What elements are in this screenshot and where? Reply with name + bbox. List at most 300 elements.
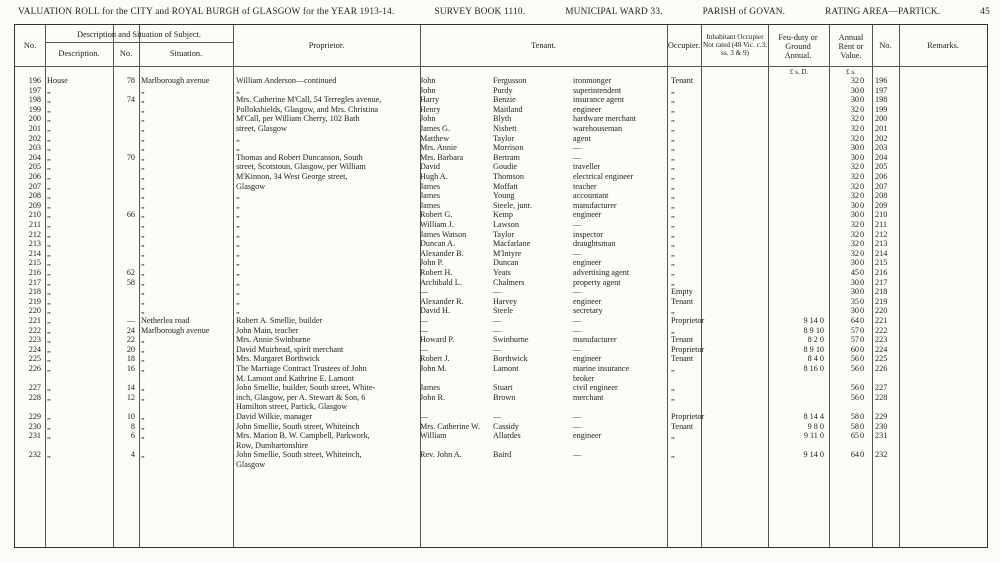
rating-area: RATING AREA—PARTICK. (825, 7, 941, 17)
cell-feu: 9 14 0 (803, 450, 824, 460)
cell-no: 197 (28, 85, 41, 95)
cell-occ: hardware merchant (573, 114, 636, 124)
cell-prop: Hamilton street, Partick, Glasgow (236, 402, 348, 412)
cell-prop: David Wilkie, manager (236, 412, 313, 421)
col-desc-group: Description and Situation of Subject. (77, 30, 201, 39)
cell-sit: „ (141, 383, 145, 393)
cell-ts: M'Intyre (493, 248, 522, 258)
cell-prop: David Muirhead, spirit merchant (236, 344, 344, 354)
cell-tf: John (420, 85, 436, 95)
cell-ts: — (493, 325, 502, 335)
cell-num: 10 (126, 412, 135, 421)
cell-rs: 0 (860, 114, 865, 124)
cell-tf: John (420, 76, 436, 85)
cell-rs: 0 (860, 287, 865, 297)
table-row (15, 173, 987, 181)
cell-prop: John Smellie, South street, Whiteinch, (236, 450, 362, 460)
table-row (15, 317, 987, 325)
cell-ts: — (493, 344, 502, 354)
cell-desc: „ (47, 248, 51, 258)
cell-rs: 0 (860, 143, 865, 153)
cell-tf: Rev. John A. (420, 450, 462, 460)
cell-prop: The Marriage Contract Trustees of John (236, 364, 367, 373)
cell-rl: 58 (850, 412, 859, 421)
cell-no3: 219 (875, 296, 888, 306)
cell-ts: Moffatt (493, 181, 518, 191)
cell-prop: M'Call, per William Cherry, 102 Bath (236, 114, 360, 124)
cell-sit: Netherlea road (141, 316, 190, 325)
cell-ts: — (493, 287, 502, 297)
cell-occ: inspector (573, 229, 604, 239)
cell-prop: Mrs. Marion B. W. Campbell, Parkwork, (236, 431, 370, 441)
cell-no3: 206 (875, 172, 888, 181)
cell-tf: John P. (420, 258, 444, 268)
cell-tf: — (420, 325, 429, 335)
cell-occ: manufacturer (573, 335, 617, 345)
cell-occ2: Empty (671, 287, 693, 297)
cell-no3: 220 (875, 306, 888, 316)
table-row (15, 125, 987, 133)
cell-occ2: Tenant (671, 76, 694, 85)
cell-num: 66 (126, 210, 135, 220)
col-occupier: Occupier. (667, 41, 701, 50)
col-situation: Situation. (169, 49, 203, 58)
cell-tf: Robert G. (420, 210, 453, 220)
cell-prop: Row, Dumbartonshire (236, 440, 309, 450)
cell-rl: 56 (850, 383, 859, 393)
cell-ts: — (493, 316, 502, 325)
cell-sit: „ (141, 412, 145, 421)
cell-rs: 0 (860, 325, 865, 335)
cell-occ2: „ (671, 277, 675, 287)
cell-ts: Bertram (493, 152, 520, 162)
table-row (15, 135, 987, 143)
cell-sit: „ (141, 296, 145, 306)
cell-rl: 56 (850, 364, 859, 373)
cell-desc: „ (47, 162, 51, 172)
cell-occ2: „ (671, 124, 675, 133)
cell-sit: „ (141, 104, 145, 114)
cell-rs: 0 (860, 412, 865, 421)
cell-no: 229 (28, 412, 41, 421)
cell-occ2: „ (671, 133, 675, 143)
cell-ts: Allardes (493, 431, 521, 441)
cell-tf: Robert J. (420, 354, 450, 364)
cell-occ: engineer (573, 431, 602, 441)
col-proprietor: Proprietor. (308, 41, 345, 50)
cell-desc: „ (47, 104, 51, 114)
cell-no: 220 (28, 306, 41, 316)
table-row (15, 442, 987, 450)
cell-desc: „ (47, 133, 51, 143)
cell-rl: 56 (850, 354, 859, 364)
cell-rl: 30 (850, 200, 859, 210)
cell-no: 201 (28, 124, 41, 133)
cell-rl: 56 (850, 392, 859, 402)
cell-tf: — (420, 344, 429, 354)
cell-no: 228 (28, 392, 41, 402)
cell-rs: 0 (860, 306, 865, 316)
cell-prop: inch, Glasgow, per A. Stewart & Son, 6 (236, 392, 366, 402)
cell-num: 22 (126, 335, 135, 345)
cell-rl: 30 (850, 306, 859, 316)
cell-prop: Robert A. Smellie, builder (236, 316, 323, 325)
table-row (15, 192, 987, 200)
cell-rs: 0 (860, 421, 865, 431)
table-row (15, 403, 987, 411)
cell-occ: property agent (573, 277, 621, 287)
cell-tf: Robert H. (420, 268, 453, 277)
cell-desc: „ (47, 124, 51, 133)
cell-feu: 8 4 0 (807, 354, 824, 364)
cell-tf: David H. (420, 306, 451, 316)
cell-no3: 212 (875, 229, 888, 239)
cell-no: 203 (28, 143, 41, 153)
cell-rs: 0 (860, 95, 865, 105)
col-description: Description. (58, 49, 100, 58)
cell-tf: Archibald L. (420, 277, 462, 287)
cell-occ: advertising agent (573, 268, 630, 277)
cell-sit: „ (141, 306, 145, 316)
col-tenant: Tenant. (531, 41, 556, 50)
cell-occ2: „ (671, 239, 675, 249)
cell-occ2: „ (671, 172, 675, 181)
cell-prop: „ (236, 306, 240, 316)
cell-occ2: „ (671, 114, 675, 124)
cell-occ2: „ (671, 229, 675, 239)
cell-tf: John M. (420, 364, 447, 373)
cell-prop: Mrs. Catherine M'Call, 54 Terregles avenue, (236, 95, 382, 105)
cell-tf: James Watson (420, 229, 467, 239)
cell-rs: 0 (860, 239, 865, 249)
cell-occ: engineer (573, 104, 602, 114)
cell-no3: 216 (875, 268, 888, 277)
cell-desc: „ (47, 354, 51, 364)
table-row (15, 269, 987, 277)
cell-no3: 218 (875, 287, 888, 297)
cell-tf: James (420, 200, 441, 210)
cell-no: 231 (28, 431, 41, 441)
cell-prop: „ (236, 248, 240, 258)
cell-occ: secretary (573, 306, 603, 316)
cell-sit: Marlborough avenue (141, 76, 210, 85)
cell-desc: House (47, 76, 68, 85)
cell-desc: „ (47, 316, 51, 325)
cell-no3: 204 (875, 152, 888, 162)
page-number: 45 (980, 7, 990, 17)
cell-tf: John (420, 114, 436, 124)
cell-no: 230 (28, 421, 41, 431)
cell-sit: „ (141, 210, 145, 220)
cell-tf: Harry (420, 95, 440, 105)
cell-no: 208 (28, 191, 41, 201)
cell-occ: civil engineer (573, 383, 618, 393)
cell-sit: „ (141, 335, 145, 345)
cell-ts: Lamont (493, 364, 519, 373)
cell-no3: 201 (875, 124, 888, 133)
cell-tf: Alexander B. (420, 248, 464, 258)
cell-num: 12 (126, 392, 135, 402)
cell-ts: Duncan (493, 258, 519, 268)
cell-no: 218 (28, 287, 41, 297)
cell-occ: — (573, 220, 582, 229)
cell-sit: „ (141, 450, 145, 460)
cell-ts: — (493, 412, 502, 421)
table-row (15, 336, 987, 344)
cell-rs: 0 (860, 316, 865, 325)
cell-num: 58 (126, 277, 135, 287)
cell-rl: 32 (850, 124, 859, 133)
cell-no3: 221 (875, 316, 888, 325)
cell-rs: 0 (860, 133, 865, 143)
cell-occ: teacher (573, 181, 597, 191)
cell-occ: agent (573, 133, 591, 143)
cell-occ: superintendent (573, 85, 622, 95)
cell-desc: „ (47, 210, 51, 220)
col-feu-units: £ s. D. (789, 68, 809, 76)
cell-sit: „ (141, 95, 145, 105)
cell-desc: „ (47, 431, 51, 441)
cell-no: 216 (28, 268, 41, 277)
cell-occ: insurance agent (573, 95, 625, 105)
parish: PARISH of GOVAN. (702, 7, 786, 17)
cell-tf: James G. (420, 124, 451, 133)
cell-no: 200 (28, 114, 41, 124)
cell-no3: 214 (875, 248, 888, 258)
cell-rl: 30 (850, 277, 859, 287)
cell-occ2: „ (671, 200, 675, 210)
cell-prop: John Smellie, builder, South street, White- (236, 383, 376, 393)
cell-sit: „ (141, 248, 145, 258)
cell-no3: 232 (875, 450, 888, 460)
cell-ts: Morrison (493, 143, 524, 153)
cell-no3: 205 (875, 162, 888, 172)
cell-occ: engineer (573, 210, 602, 220)
cell-occ: — (573, 287, 582, 297)
cell-rl: 30 (850, 210, 859, 220)
table-row (15, 115, 987, 123)
cell-num: 62 (126, 268, 135, 277)
cell-occ: — (573, 143, 582, 153)
cell-prop: M. Lamont and Kathrine E. Lamont (236, 373, 355, 383)
cell-prop: „ (236, 287, 240, 297)
cell-rs: 0 (860, 220, 865, 229)
cell-occ: — (573, 344, 582, 354)
cell-tf: Mrs. Catherine W. (420, 421, 481, 431)
cell-rs: 0 (860, 268, 865, 277)
cell-prop: street, Scotstoun, Glasgow, per William (236, 162, 366, 172)
cell-rl: 64 (850, 316, 859, 325)
table-row (15, 154, 987, 162)
cell-occ2: Tenant (671, 296, 694, 306)
cell-occ2: „ (671, 325, 675, 335)
cell-no3: 231 (875, 431, 888, 441)
cell-no3: 228 (875, 392, 888, 402)
cell-prop: „ (236, 143, 240, 153)
cell-occ2: „ (671, 248, 675, 258)
cell-num: 74 (126, 95, 135, 105)
cell-no: 232 (28, 450, 41, 460)
cell-sit: „ (141, 268, 145, 277)
cell-occ2: Proprietor (671, 316, 705, 325)
cell-ts: Lawson (493, 220, 519, 229)
cell-no: 215 (28, 258, 41, 268)
cell-occ: engineer (573, 258, 602, 268)
cell-rs: 0 (860, 229, 865, 239)
cell-sit: „ (141, 124, 145, 133)
table-row (15, 96, 987, 104)
cell-no3: 226 (875, 364, 888, 373)
cell-desc: „ (47, 296, 51, 306)
cell-tf: John R. (420, 392, 446, 402)
cell-sit: „ (141, 344, 145, 354)
cell-prop: John Smellie, South street, Whiteinch (236, 421, 360, 431)
cell-occ2: Proprietor (671, 412, 705, 421)
cell-no3: 208 (875, 191, 888, 201)
cell-sit: „ (141, 162, 145, 172)
cell-occ: traveller (573, 162, 601, 172)
cell-feu: 8 14 4 (803, 412, 824, 421)
cell-no3: 211 (875, 220, 887, 229)
table-row (15, 432, 987, 440)
cell-prop: Pollokshields, Glasgow, and Mrs. Christina (236, 104, 379, 114)
cell-rs: 0 (860, 335, 865, 345)
cell-prop: John Main, teacher (236, 325, 299, 335)
cell-sit: „ (141, 143, 145, 153)
cell-occ2: „ (671, 364, 675, 373)
cell-desc: „ (47, 335, 51, 345)
cell-rl: 35 (850, 296, 859, 306)
cell-rl: 30 (850, 85, 859, 95)
cell-rs: 0 (860, 344, 865, 354)
cell-no: 198 (28, 95, 41, 105)
cell-no: 213 (28, 239, 41, 249)
cell-rl: 64 (850, 450, 859, 460)
cell-tf: — (420, 412, 429, 421)
cell-rs: 0 (860, 181, 865, 191)
cell-no3: 199 (875, 104, 888, 114)
cell-occ2: Proprietor (671, 344, 705, 354)
cell-num: 8 (130, 421, 135, 431)
cell-num: 20 (126, 344, 135, 354)
cell-no: 223 (28, 335, 41, 345)
table-row (15, 259, 987, 267)
cell-prop: „ (236, 220, 240, 229)
cell-desc: „ (47, 287, 51, 297)
cell-occ: — (573, 412, 582, 421)
table-row (15, 87, 987, 95)
cell-no3: 200 (875, 114, 888, 124)
table-row (15, 327, 987, 335)
table-row (15, 211, 987, 219)
cell-prop: street, Glasgow (236, 124, 287, 133)
cell-no: 199 (28, 104, 41, 114)
cell-prop: Glasgow (236, 460, 266, 469)
cell-desc: „ (47, 325, 51, 335)
col-no-right: No. (879, 41, 892, 50)
cell-rl: 32 (850, 76, 859, 85)
cell-tf: Duncan A. (420, 239, 456, 249)
table-row (15, 355, 987, 363)
cell-num: 14 (126, 383, 135, 393)
cell-no3: 223 (875, 335, 888, 345)
table-row (15, 106, 987, 114)
cell-num: 6 (130, 431, 135, 441)
cell-no: 202 (28, 133, 41, 143)
cell-ts: Thomson (493, 172, 524, 181)
cell-ts: Stuart (493, 383, 513, 393)
table-row (15, 202, 987, 210)
cell-occ2: Tenant (671, 421, 694, 431)
table-row (15, 77, 987, 85)
cell-ts: Harvey (493, 296, 518, 306)
cell-ts: Young (493, 191, 515, 201)
cell-rs: 0 (860, 383, 865, 393)
cell-rs: 0 (860, 277, 865, 287)
cell-desc: „ (47, 306, 51, 316)
cell-ts: Fergusson (493, 76, 527, 85)
cell-sit: „ (141, 287, 145, 297)
cell-prop: „ (236, 133, 240, 143)
cell-rl: 57 (850, 325, 859, 335)
cell-occ2: „ (671, 258, 675, 268)
cell-rs: 0 (860, 152, 865, 162)
cell-ts: Yeats (493, 268, 511, 277)
cell-tf: William J. (420, 220, 454, 229)
cell-occ2: „ (671, 104, 675, 114)
table-row (15, 298, 987, 306)
cell-prop: „ (236, 296, 240, 306)
cell-rs: 0 (860, 364, 865, 373)
cell-ts: Purdy (493, 85, 513, 95)
cell-num: 16 (126, 364, 135, 373)
cell-no3: 224 (875, 344, 888, 354)
cell-feu: 8 2 0 (807, 335, 824, 345)
cell-feu: 8 9 10 (803, 325, 824, 335)
table-row (15, 451, 987, 459)
cell-no3: 225 (875, 354, 888, 364)
cell-rl: 45 (850, 268, 859, 277)
cell-prop: „ (236, 229, 240, 239)
cell-sit: „ (141, 191, 145, 201)
cell-prop: Glasgow (236, 181, 266, 191)
cell-desc: „ (47, 220, 51, 229)
cell-desc: „ (47, 421, 51, 431)
cell-tf: Matthew (420, 133, 450, 143)
cell-sit: „ (141, 181, 145, 191)
cell-tf: — (420, 287, 429, 297)
cell-rl: 32 (850, 220, 859, 229)
cell-ts: Macfarlane (493, 239, 531, 249)
cell-ts: Steele, junr. (493, 200, 532, 210)
cell-no: 209 (28, 200, 41, 210)
cell-prop: „ (236, 191, 240, 201)
cell-rl: 32 (850, 181, 859, 191)
cell-occ2: „ (671, 95, 675, 105)
cell-rl: 30 (850, 258, 859, 268)
cell-rs: 0 (860, 392, 865, 402)
cell-prop: „ (236, 239, 240, 249)
cell-sit: „ (141, 421, 145, 431)
cell-desc: „ (47, 450, 51, 460)
cell-rs: 0 (860, 124, 865, 133)
table-row (15, 461, 987, 469)
cell-no: 196 (28, 76, 41, 85)
cell-prop: Thomas and Robert Duncanson, South (236, 152, 363, 162)
cell-no3: 215 (875, 258, 888, 268)
cell-prop: „ (236, 277, 240, 287)
cell-desc: „ (47, 239, 51, 249)
